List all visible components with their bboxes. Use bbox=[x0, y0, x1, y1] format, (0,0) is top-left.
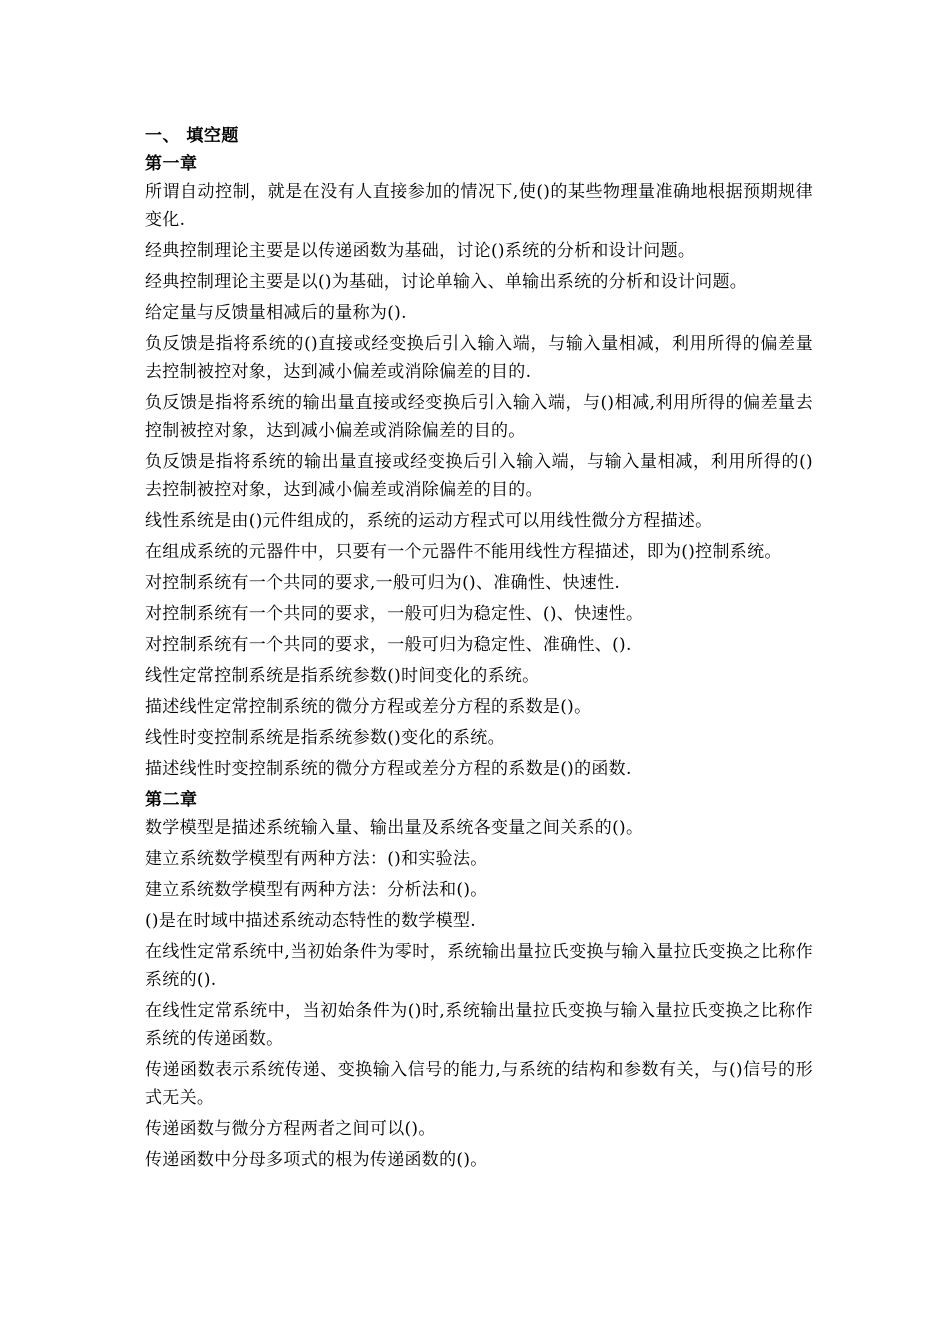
question-1-10: 对控制系统有一个共同的要求,一般可归为()、准确性、快速性. bbox=[145, 573, 621, 593]
question-1-8: 线性系统是由()元件组成的，系统的运动方程式可以用线性微分方程描述。 bbox=[145, 511, 713, 531]
question-1-7: 负反馈是指将系统的输出量直接或经变换后引入输入端，与输入量相减，利用所得的()去控制被控对象，达到减小偏差或消除偏差的目的。 bbox=[145, 452, 813, 500]
question-2-9: 传递函数中分母多项式的根为传递函数的()。 bbox=[145, 1150, 488, 1170]
question-2-8: 传递函数与微分方程两者之间可以()。 bbox=[145, 1119, 436, 1139]
question-1-5: 负反馈是指将系统的()直接或经变换后引入输入端，与输入量相减，利用所得的偏差量去控制被控对象，达到减小偏差或消除偏差的目的. bbox=[145, 334, 813, 382]
document-page bbox=[145, 122, 813, 1177]
question-1-2: 经典控制理论主要是以传递函数为基础，讨论()系统的分析和设计问题。 bbox=[145, 241, 696, 261]
question-1-1: 所谓自动控制，就是在没有人直接参加的情况下,使()的某些物理量准确地根据预期规律变化. bbox=[145, 182, 813, 230]
question-1-13: 线性定常控制系统是指系统参数()时间变化的系统。 bbox=[145, 666, 540, 686]
question-1-14: 描述线性定常控制系统的微分方程或差分方程的系数是()。 bbox=[145, 697, 592, 717]
question-1-16: 描述线性时变控制系统的微分方程或差分方程的系数是()的函数. bbox=[145, 759, 632, 779]
question-1-11: 对控制系统有一个共同的要求，一般可归为稳定性、()、快速性。 bbox=[145, 604, 644, 624]
question-2-1: 数学模型是描述系统输入量、输出量及系统各变量之间关系的()。 bbox=[145, 818, 644, 838]
question-2-5: 在线性定常系统中,当初始条件为零时，系统输出量拉氏变换与输入量拉氏变换之比称作系统的(). bbox=[145, 942, 813, 990]
question-2-6: 在线性定常系统中，当初始条件为()时,系统输出量拉氏变换与输入量拉氏变换之比称作系统的传递函数。 bbox=[145, 1001, 813, 1049]
question-2-4: ()是在时域中描述系统动态特性的数学模型. bbox=[145, 911, 476, 931]
question-2-2: 建立系统数学模型有两种方法：()和实验法。 bbox=[145, 849, 488, 869]
question-1-15: 线性时变控制系统是指系统参数()变化的系统。 bbox=[145, 728, 505, 748]
question-2-3: 建立系统数学模型有两种方法：分析法和()。 bbox=[145, 880, 488, 900]
question-1-6: 负反馈是指将系统的输出量直接或经变换后引入输入端，与()相减,利用所得的偏差量去控制被控对象，达到减小偏差或消除偏差的目的。 bbox=[145, 393, 813, 441]
chapter-2-title: 第二章 bbox=[145, 790, 198, 810]
question-1-3: 经典控制理论主要是以()为基础，讨论单输入、单输出系统的分析和设计问题。 bbox=[145, 272, 748, 292]
section-title: 一、 填空题 bbox=[145, 126, 239, 146]
question-1-12: 对控制系统有一个共同的要求，一般可归为稳定性、准确性、(). bbox=[145, 635, 632, 655]
question-1-4: 给定量与反馈量相减后的量称为(). bbox=[145, 303, 407, 323]
chapter-1-title: 第一章 bbox=[145, 154, 198, 174]
question-1-9: 在组成系统的元器件中，只要有一个元器件不能用线性方程描述，即为()控制系统。 bbox=[145, 542, 782, 562]
question-2-7: 传递函数表示系统传递、变换输入信号的能力,与系统的结构和参数有关，与()信号的形式无关。 bbox=[145, 1060, 813, 1108]
